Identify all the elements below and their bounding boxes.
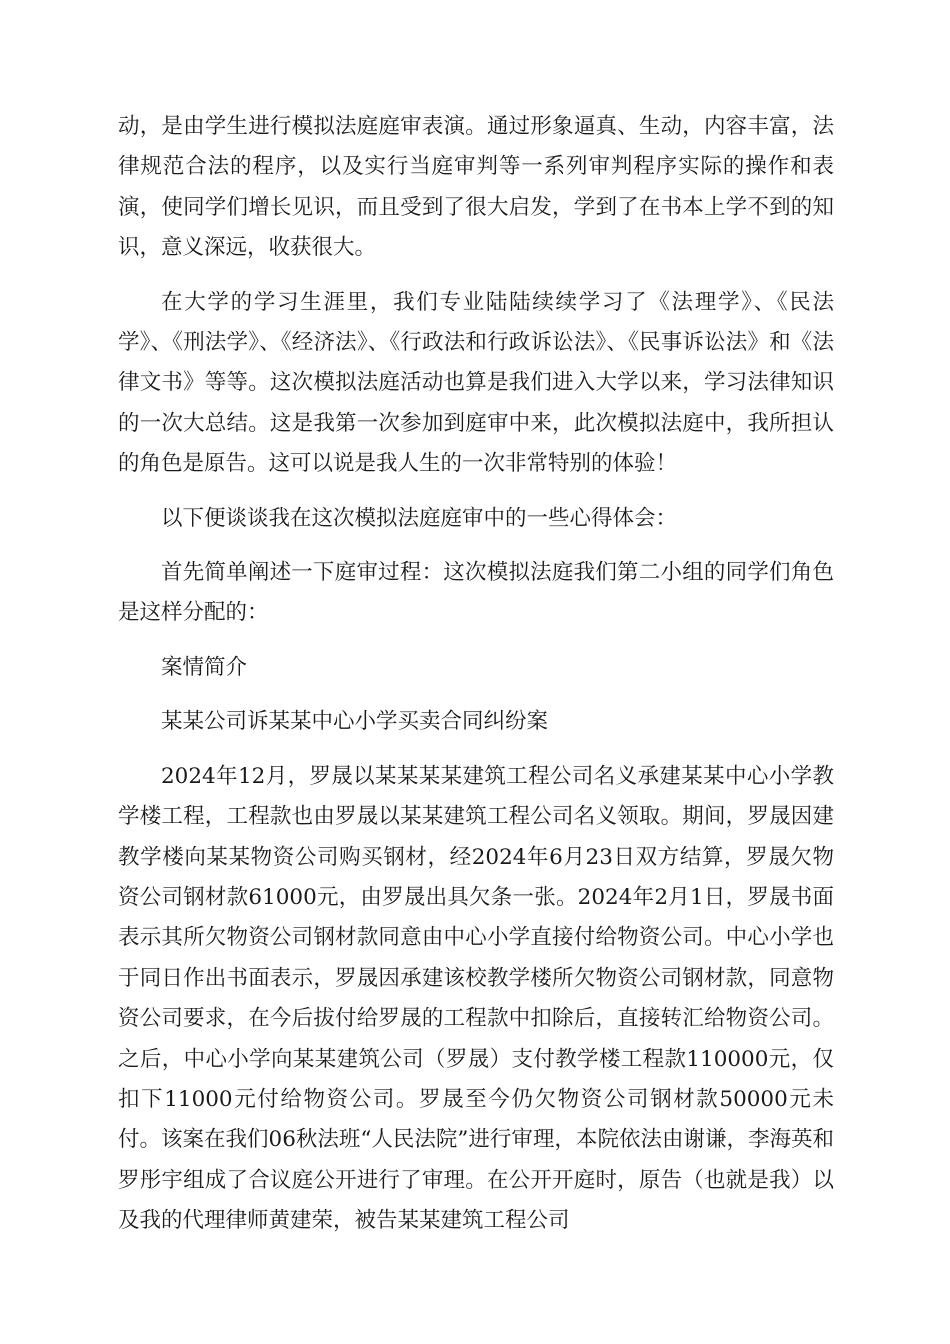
paragraph-1: 动，是由学生进行模拟法庭庭审表演。通过形象逼真、生动，内容丰富，法律规范合法的程序，以及实行当庭审判等一系列审判程序实际的操作和表演，使同学们增长见识，而且受到了很大启发，学到了在书本上学不到的知识，意义深远，收获很大。	[118, 114, 834, 261]
document-body	[118, 107, 834, 1256]
paragraph-4: 首先简单阐述一下庭审过程：这次模拟法庭我们第二小组的同学们角色是这样分配的：	[118, 560, 834, 626]
paragraph-case-facts: 2024年12月，罗晟以某某某某建筑工程公司名义承建某某中心小学教学楼工程，工程款也由罗晟以某某建筑工程公司名义领取。期间，罗晟因建教学楼向某某物资公司购买钢材，经2024年6月23日双方结算，罗晟欠物资公司钢材款61000元，由罗晟出具欠条一张。2024年2月1日，罗晟书面表示其所欠物资公司钢材款同意由中心小学直接付给物资公司。中心小学也于同日作出书面表示，罗晟因承建该校教学楼所欠物资公司钢材款，同意物资公司要求，在今后拔付给罗晟的工程款中扣除后，直接转汇给物资公司。之后，中心小学向某某建筑公司（罗晟）支付教学楼工程款110000元，仅扣下11000元付给物资公司。罗晟至今仍欠物资公司钢材款50000元未付。该案在我们06秋法班“人民法院”进行审理，本院依法由谢谦，李海英和罗彤宇组成了合议庭公开进行了审理。在公开开庭时，原告（也就是我）以及我的代理律师黄建荣，被告某某建筑工程公司	[118, 763, 834, 1234]
section-heading-case-summary: 案情简介	[161, 654, 248, 680]
case-title: 某某公司诉某某中心小学买卖合同纠纷案	[161, 709, 549, 735]
paragraph-2: 在大学的学习生涯里，我们专业陆陆续续学习了《法理学》、《民法学》、《刑法学》、《经济法》、《行政法和行政诉讼法》、《民事诉讼法》和《法律文书》等等。这次模拟法庭活动也算是我们进入大学以来，学习法律知识的一次大总结。这是我第一次参加到庭审中来，此次模拟法庭中，我所担认的角色是原告。这可以说是我人生的一次非常特别的体验！	[118, 289, 834, 477]
paragraph-3: 以下便谈谈我在这次模拟法庭庭审中的一些心得体会：	[161, 505, 678, 531]
